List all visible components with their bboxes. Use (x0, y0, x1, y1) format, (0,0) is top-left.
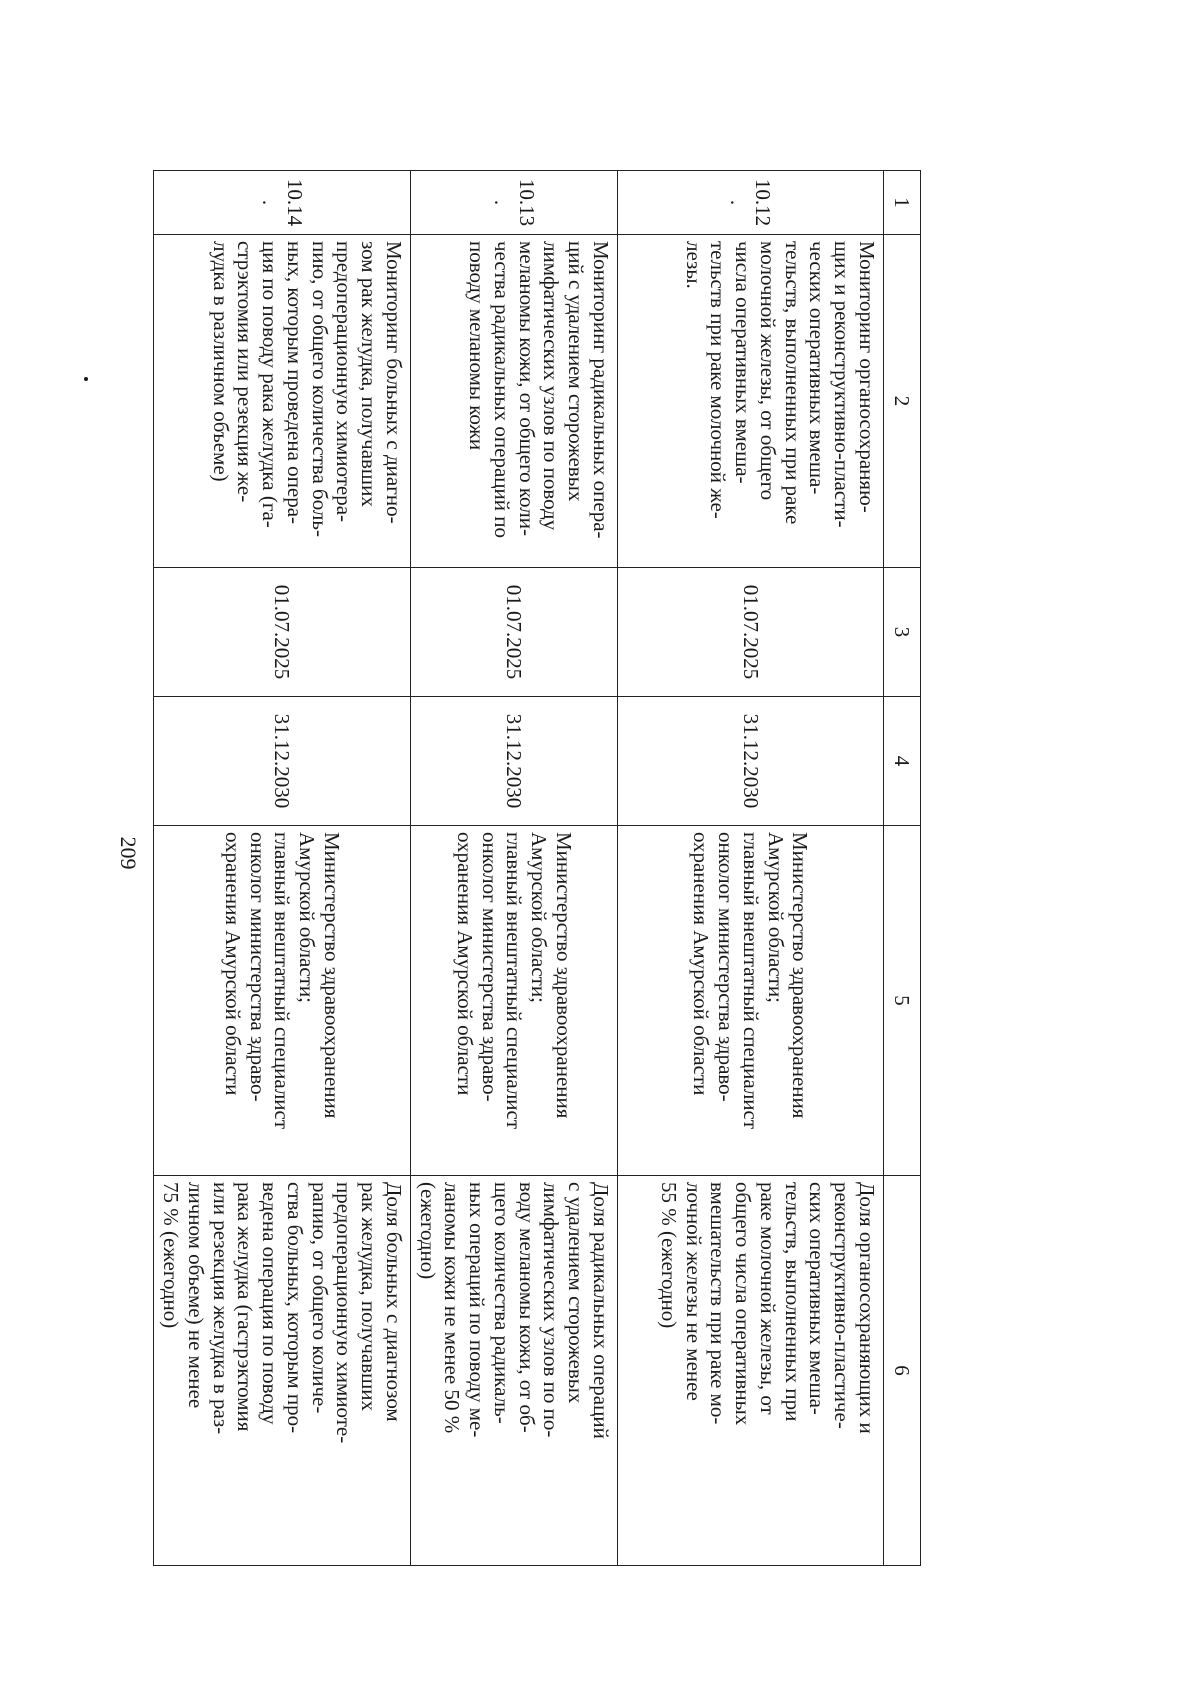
header-col-3: 3 (884, 568, 921, 697)
responsible-text: Министерство здравоохранения Амурской области; главный внештатный специалист онколог министерства здраво- охранения Амурской области (452, 832, 576, 1130)
event-cell (154, 235, 411, 568)
header-col-2: 2 (884, 235, 921, 568)
table-row (410, 171, 617, 1566)
responsible-cell (618, 826, 884, 1176)
table-rotated-container (158, 170, 921, 1565)
measures-table (153, 170, 921, 1566)
indicator-text: Доля органосохраняющих и реконструктивно-пластиче- ских оперативных вмеша- тельств, выполненных при раке молочной железы, от общего числа оперативных вмешательств при раке мо- лочной железы не менее 55 % (ежегодно) (656, 1182, 879, 1434)
responsible-cell (410, 826, 617, 1176)
end-date-cell: 31.12.2030 (154, 697, 411, 826)
header-col-4: 4 (884, 697, 921, 826)
scan-speck (84, 377, 88, 381)
event-cell (618, 235, 884, 568)
header-col-1: 1 (884, 171, 921, 235)
end-date-cell: 31.12.2030 (410, 697, 617, 826)
table-header-row (884, 171, 921, 1566)
responsible-text: Министерство здравоохранения Амурской области; главный внештатный специалист онколог министерства здраво- охранения Амурской области (220, 832, 344, 1130)
event-cell (410, 235, 617, 568)
header-col-5: 5 (884, 826, 921, 1176)
header-col-6: 6 (884, 1176, 921, 1566)
event-text: Мониторинг больных с диагно- зом рак желудка, получавших предоперационную химиотера- пию, от общего количества боль- ных, которым проведена опера- ция по поводу рака желудка (га- стрэктомия или резекция же- лудка в различном объеме) (208, 241, 406, 537)
page-number: 209 (116, 836, 141, 870)
indicator-cell (154, 1176, 411, 1566)
table-row (154, 171, 411, 1566)
row-number: 10.12. (618, 171, 884, 235)
indicator-cell (410, 1176, 617, 1566)
start-date-cell: 01.07.2025 (154, 568, 411, 697)
row-number: 10.14. (154, 171, 411, 235)
responsible-cell (154, 826, 411, 1176)
indicator-text: Доля радикальных операций с удалением сторожевых лимфатических узлов по по- воду меланомы кожи, от об- щего количества радикаль- ных операций по поводу ме- ланомы кожи не менее 50 % (ежегодно) (415, 1182, 613, 1439)
event-text: Мониторинг органосохраняю- щих и реконструктивно-пласти- ческих оперативных вмеша- тельств, выполненных при раке молочной железы, от общего числа оперативных вмеша- тельств при раке молочной же- лезы. (681, 241, 879, 528)
indicator-text: Доля больных с диагнозом рак желудка, получавших предоперационную химиоте- рапию, от общего количе- ства больных, которым про- ведена операция по поводу рака желудка (гастрэктомия или резекция желудка в раз- личном объеме) не менее 75 % (ежегодно) (158, 1182, 406, 1444)
responsible-text: Министерство здравоохранения Амурской области; главный внештатный специалист онколог министерства здраво- охранения Амурской области (689, 832, 813, 1130)
indicator-cell (618, 1176, 884, 1566)
row-number: 10.13. (410, 171, 617, 235)
table-row (618, 171, 884, 1566)
start-date-cell: 01.07.2025 (410, 568, 617, 697)
event-text: Мониторинг радикальных опера- ций с удалением сторожевых лимфатических узлов по поводу меланомы кожи, от общего коли- чества радикальных операций по поводу меланомы кожи (465, 241, 613, 539)
start-date-cell: 01.07.2025 (618, 568, 884, 697)
end-date-cell: 31.12.2030 (618, 697, 884, 826)
